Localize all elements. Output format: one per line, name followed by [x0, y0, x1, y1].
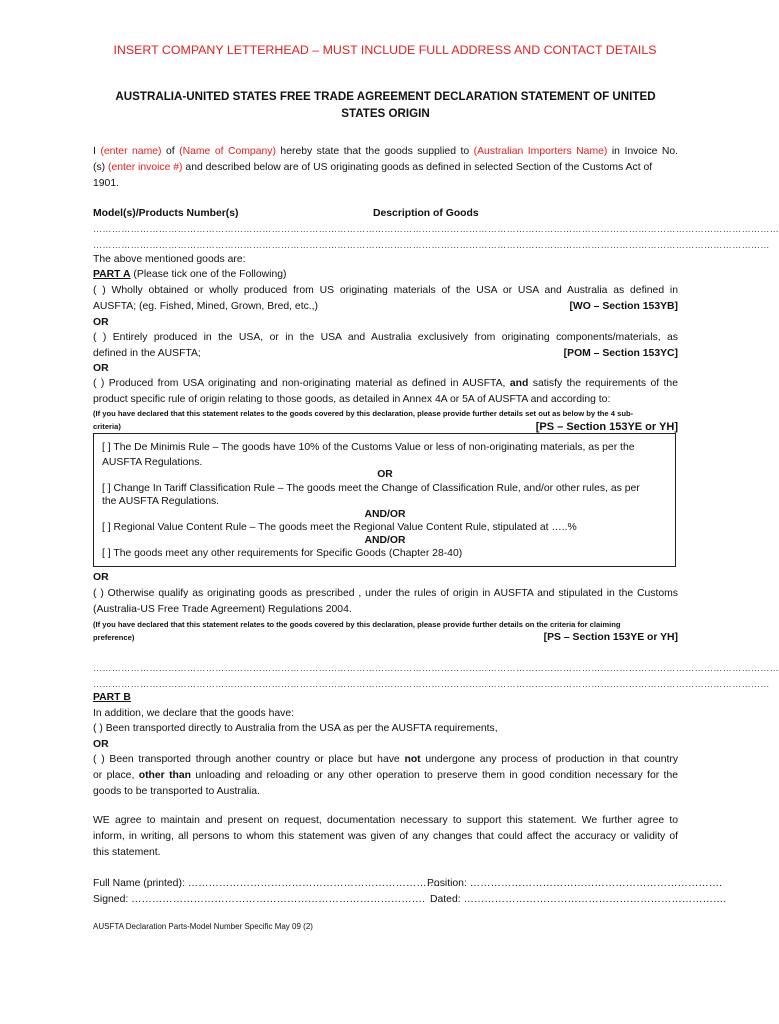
part-a-heading-line: [93, 267, 678, 283]
intro-i: I: [93, 146, 96, 157]
part-a-heading: PART A: [93, 269, 131, 280]
option-produced-line2: product specific rule of origin relating to those goods, as detailed in Annex 4A or 5A of AUSFTA and according to:: [93, 394, 611, 405]
details-entry-line-1[interactable]: …………………………………………………………………………………………………………………………………………………………………………………………………: [93, 663, 779, 673]
option-produced-and: and: [509, 378, 529, 389]
or-separator-3: OR: [93, 572, 109, 583]
details-entry-line-2[interactable]: ………………………………………………………………………………………………………………………………………………………………………………………………: [93, 679, 770, 689]
option-entirely-produced-line1[interactable]: ( ) Entirely produced in the USA, or in the USA and Australia exclusively from originating components/materials, as: [93, 332, 678, 343]
goods-entry-line-1[interactable]: …………………………………………………………………………………………………………………………………………………………………………………………………: [93, 224, 779, 234]
transported-through-text-a: ( ) Been transported through another country or place but have: [93, 754, 400, 765]
position-field[interactable]: Position: ……………………………………………………………….: [427, 878, 723, 889]
description-header: Description of Goods: [373, 208, 479, 219]
letterhead-placeholder: INSERT COMPANY LETTERHEAD – MUST INCLUDE FULL ADDRESS AND CONTACT DETAILS: [113, 43, 657, 57]
transported-through-text-b: undergone any process of production in that country: [425, 754, 679, 765]
or-separator-2: OR: [93, 363, 109, 374]
full-name-field[interactable]: Full Name (printed): ……………………………………………………………….: [93, 878, 440, 889]
intro-invoice-no: in Invoice No.: [611, 146, 679, 157]
sub-criteria-note-line1: (If you have declared that this statement relates to the goods covered by this declaration, please provide further details set out as below by the 4 sub-: [93, 409, 634, 418]
intro-described: and described below are of US originating goods as defined in selected Section of the Customs Act of: [185, 162, 653, 173]
preference-note-line2: [93, 630, 678, 646]
or-separator-1: OR: [93, 317, 109, 328]
enter-name-field[interactable]: (enter name): [100, 146, 162, 157]
specific-goods-line[interactable]: [ ] The goods meet any other requirements for Specific Goods (Chapter 28-40): [102, 548, 463, 559]
option-transported-directly[interactable]: ( ) Been transported directly to Australia from the USA as per the AUSFTA requirements,: [93, 723, 498, 734]
de-minimis-rule-line1[interactable]: [ ] The De Minimis Rule – The goods have 10% of the Customs Value or less of non-originating materials, as per the: [102, 442, 635, 453]
option-otherwise-qualify-line2: (Australia-US Free Trade Agreement) Regulations 2004.: [93, 604, 352, 615]
transported-through-other-than: other than: [138, 770, 191, 781]
invoice-number-field[interactable]: (enter invoice #): [108, 162, 183, 173]
agreement-line3: this statement.: [93, 847, 161, 858]
box-andor-separator-2: AND/OR: [364, 535, 406, 546]
preference-note-line1: (If you have declared that this statement relates to the goods covered by this declaration, please provide further details on the criteria for claiming: [93, 620, 621, 629]
document-footer: AUSFTA Declaration Parts-Model Number Specific May 09 (2): [93, 922, 313, 931]
transported-through-text-c: or place,: [93, 770, 135, 781]
or-separator-4: OR: [93, 739, 109, 750]
option-wholly-obtained-text: AUSFTA; (eg. Fished, Mined, Grown, Bred, etc.,): [93, 301, 319, 312]
signed-field[interactable]: Signed: ………………………………………………………………………….: [93, 894, 425, 905]
intro-line2: [93, 160, 678, 176]
intro-line1: [93, 144, 678, 160]
option-transported-through-line3: goods to be transported to Australia.: [93, 786, 260, 797]
preference-note-text: preference): [93, 633, 135, 642]
ps-section-ref-1: [PS – Section 153YE or YH]: [535, 421, 678, 433]
dated-field[interactable]: Dated: ………………………………………………………………….: [430, 894, 727, 905]
option-produced-line1[interactable]: [93, 376, 678, 392]
option-wholly-obtained-line2: [93, 299, 678, 315]
part-b-heading: PART B: [93, 692, 131, 703]
ctc-rule-line1[interactable]: [ ] Change In Tariff Classification Rule – The goods meet the Change of Classification Rule, and/or other rules, as per: [102, 483, 640, 494]
agreement-line2: inform, in writing, all persons to whom this statement was given of any changes that could affect the accuracy or validity of: [93, 831, 678, 842]
intro-of: of: [165, 146, 175, 157]
option-produced-text-a: ( ) Produced from USA originating and non-originating material as defined in AUSFTA,: [93, 378, 506, 389]
ps-section-ref-2: [PS – Section 153YE or YH]: [543, 632, 678, 643]
pom-section-ref: [POM – Section 153YC]: [563, 348, 678, 359]
box-or-separator: OR: [377, 469, 393, 480]
option-transported-through-line2: [93, 768, 678, 784]
box-andor-separator-1: AND/OR: [364, 509, 406, 520]
document-title-line2: STATES ORIGIN: [341, 107, 430, 120]
de-minimis-rule-line2: AUSFTA Regulations.: [102, 457, 203, 468]
option-entirely-produced-line2: [93, 346, 678, 362]
option-entirely-produced-text: defined in the AUSFTA;: [93, 348, 201, 359]
sub-criteria-note-text: criteria): [93, 422, 121, 431]
part-b-intro: In addition, we declare that the goods have:: [93, 708, 295, 719]
intro-s: (s): [93, 162, 106, 173]
goods-entry-line-2[interactable]: ………………………………………………………………………………………………………………………………………………………………………………………………: [93, 240, 770, 250]
option-produced-text-b: satisfy the requirements of the: [532, 378, 678, 389]
model-number-header: Model(s)/Products Number(s): [93, 208, 239, 219]
above-mentioned-text: The above mentioned goods are:: [93, 254, 246, 265]
option-wholly-obtained-line1[interactable]: ( ) Wholly obtained or wholly produced from US originating materials of the USA or USA and Australia as defined in: [93, 285, 678, 296]
intro-state: hereby state that the goods supplied to: [280, 146, 470, 157]
intro-line3: 1901.: [93, 178, 120, 189]
company-name-field[interactable]: (Name of Company): [179, 146, 276, 157]
rvc-rule-line[interactable]: [ ] Regional Value Content Rule – The goods meet the Regional Value Content Rule, stipulated at …..%: [102, 522, 577, 533]
option-otherwise-qualify-line1[interactable]: ( ) Otherwise qualify as originating goods as prescribed , under the rules of origin in AUSFTA and stipulated in the Customs: [93, 588, 678, 599]
part-a-note: (Please tick one of the Following): [133, 269, 287, 280]
agreement-line1: WE agree to maintain and present on request, documentation necessary to support this statement. We further agree to: [93, 815, 678, 826]
wo-section-ref: [WO – Section 153YB]: [569, 301, 678, 312]
transported-through-not: not: [404, 754, 421, 765]
option-transported-through-line1[interactable]: [93, 752, 678, 768]
ctc-rule-line2: the AUSFTA Regulations.: [102, 496, 220, 507]
document-title-line1: AUSTRALIA-UNITED STATES FREE TRADE AGREEMENT DECLARATION STATEMENT OF UNITED: [115, 90, 656, 103]
importer-name-field[interactable]: (Australian Importers Name): [473, 146, 608, 157]
transported-through-text-d: unloading and reloading or any other operation to preserve them in good condition necessary for the: [195, 770, 679, 781]
